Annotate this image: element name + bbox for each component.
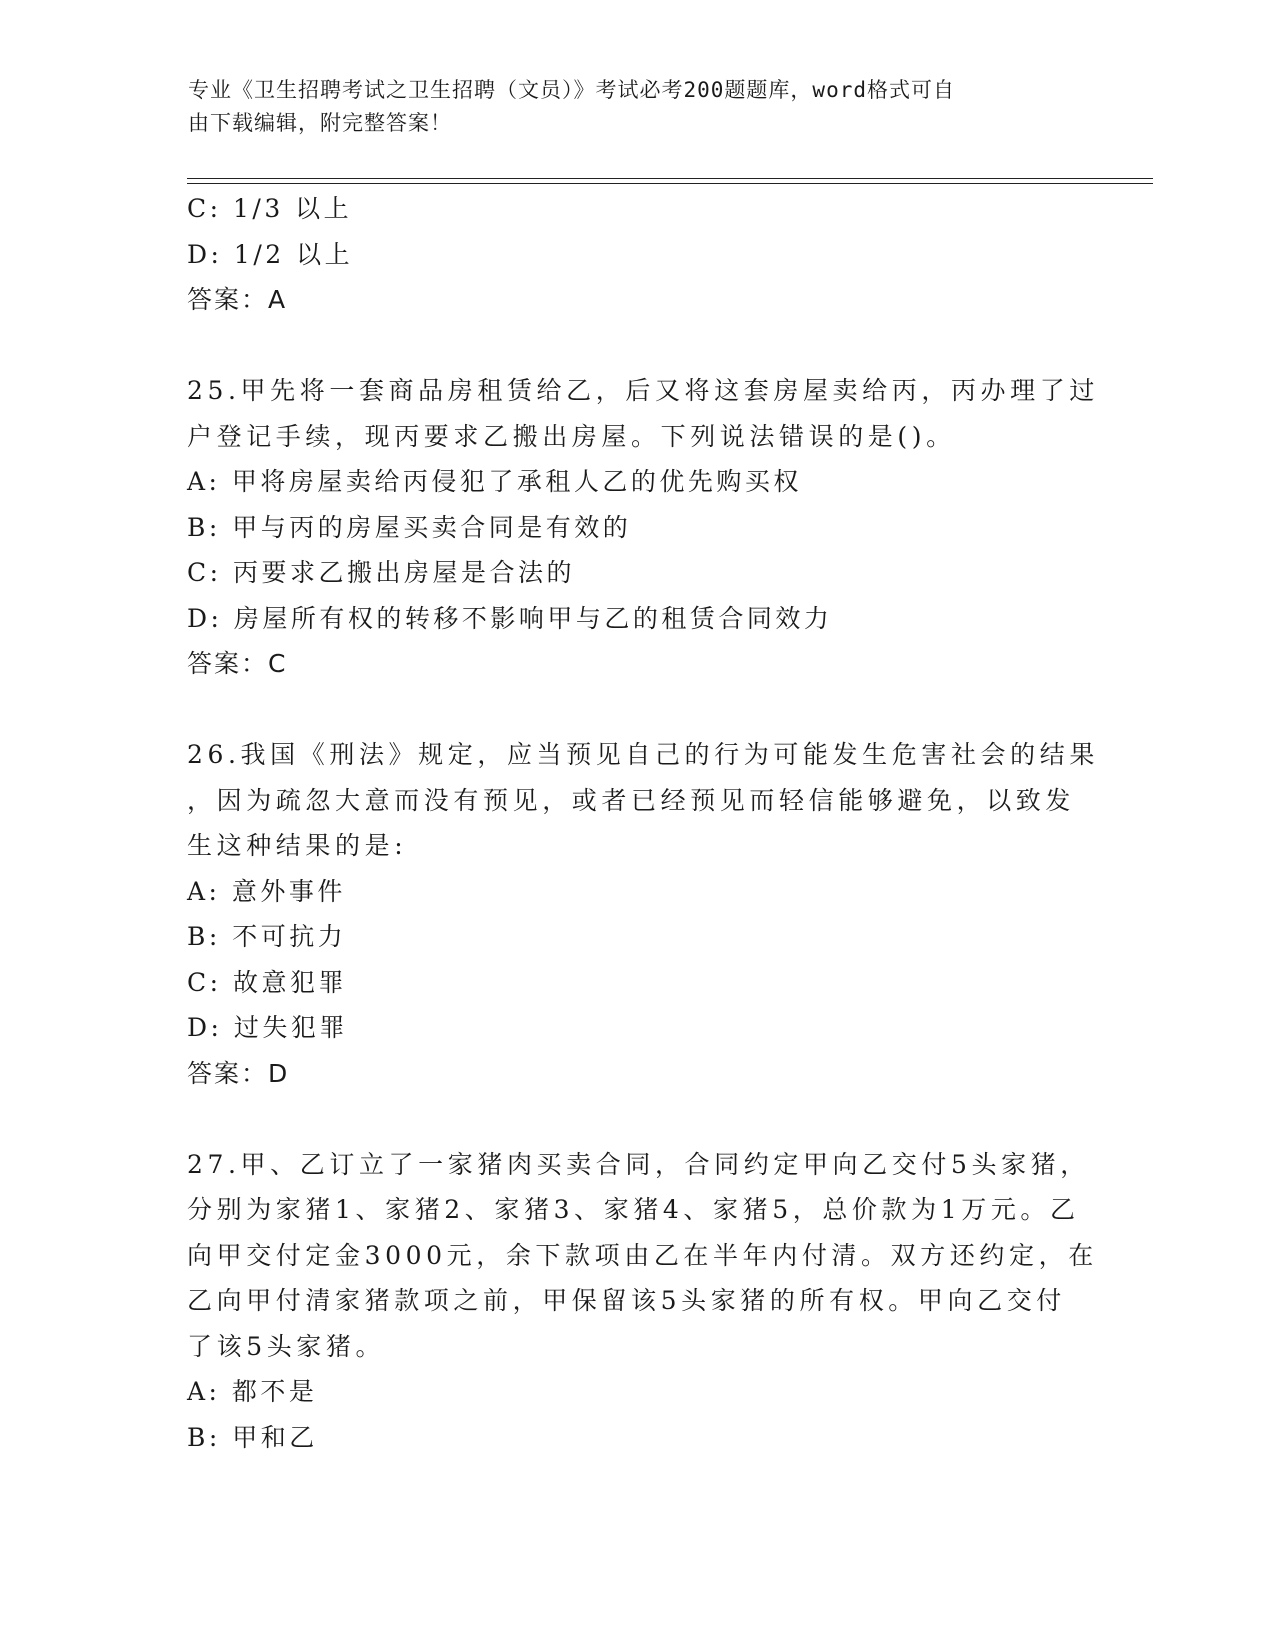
question-27 [187, 1142, 1098, 1461]
option-b: B: 甲与丙的房屋买卖合同是有效的 [187, 512, 632, 542]
question-spacer [187, 687, 1087, 733]
question-stem-line: 25.甲先将一套商品房租赁给乙，后又将这套房屋卖给丙，丙办理了过 [187, 376, 1099, 405]
option-b: B: 甲和乙 [187, 1422, 318, 1452]
question-spacer [187, 1096, 1087, 1142]
document-header [188, 74, 1068, 140]
question-25 [187, 368, 1099, 687]
option-d: D: 房屋所有权的转移不影响甲与乙的租赁合同效力 [187, 603, 833, 633]
question-stem-line: 26.我国《刑法》规定，应当预见自己的行为可能发生危害社会的结果 [187, 740, 1099, 769]
prev-question-tail [187, 186, 1087, 323]
answer-line: 答案：C [187, 649, 288, 678]
option-a: A: 都不是 [187, 1377, 318, 1406]
question-stem-line: 27.甲、乙订立了一家猪肉买卖合同，合同约定甲向乙交付5头家猪， [187, 1149, 1090, 1179]
question-stem-line: 了该5头家猪。 [187, 1331, 386, 1361]
option-d: D: 过失犯罪 [187, 1013, 348, 1042]
question-stem-line: 分别为家猪1、家猪2、家猪3、家猪4、家猪5，总价款为1万元。乙 [187, 1195, 1080, 1224]
question-stem-line: 乙向甲付清家猪款项之前，甲保留该5头家猪的所有权。甲向乙交付 [187, 1286, 1066, 1315]
question-stem-line: ，因为疏忽大意而没有预见，或者已经预见而轻信能够避免，以致发 [187, 785, 1076, 815]
question-spacer [187, 323, 1087, 369]
option-a: A: 意外事件 [187, 876, 346, 906]
header-divider-top [187, 178, 1153, 179]
answer-line: 答案：D [187, 1058, 290, 1088]
question-stem-line: 户登记手续，现丙要求乙搬出房屋。下列说法错误的是()。 [187, 421, 956, 451]
question-stem-line: 生这种结果的是: [187, 831, 408, 860]
option-d: D: 1/2 以上 [187, 239, 354, 269]
option-a: A: 甲将房屋卖给丙侵犯了承租人乙的优先购买权 [187, 467, 802, 496]
option-b: B: 不可抗力 [187, 922, 347, 951]
answer-line: 答案：A [187, 285, 288, 314]
question-content [187, 186, 1099, 1460]
option-c: C: 1/3 以上 [187, 194, 353, 223]
question-stem-line: 向甲交付定金3000元，余下款项由乙在半年内付清。双方还约定，在 [187, 1240, 1098, 1270]
header-line-2: 由下载编辑，附完整答案！ [188, 111, 452, 135]
option-c: C: 故意犯罪 [187, 967, 347, 997]
question-26 [187, 732, 1099, 1096]
option-c: C: 丙要求乙搬出房屋是合法的 [187, 558, 575, 587]
header-line-1: 专业《卫生招聘考试之卫生招聘（文员）》考试必考200题题库，word格式可自 [188, 78, 955, 102]
header-divider-bottom [187, 183, 1153, 184]
